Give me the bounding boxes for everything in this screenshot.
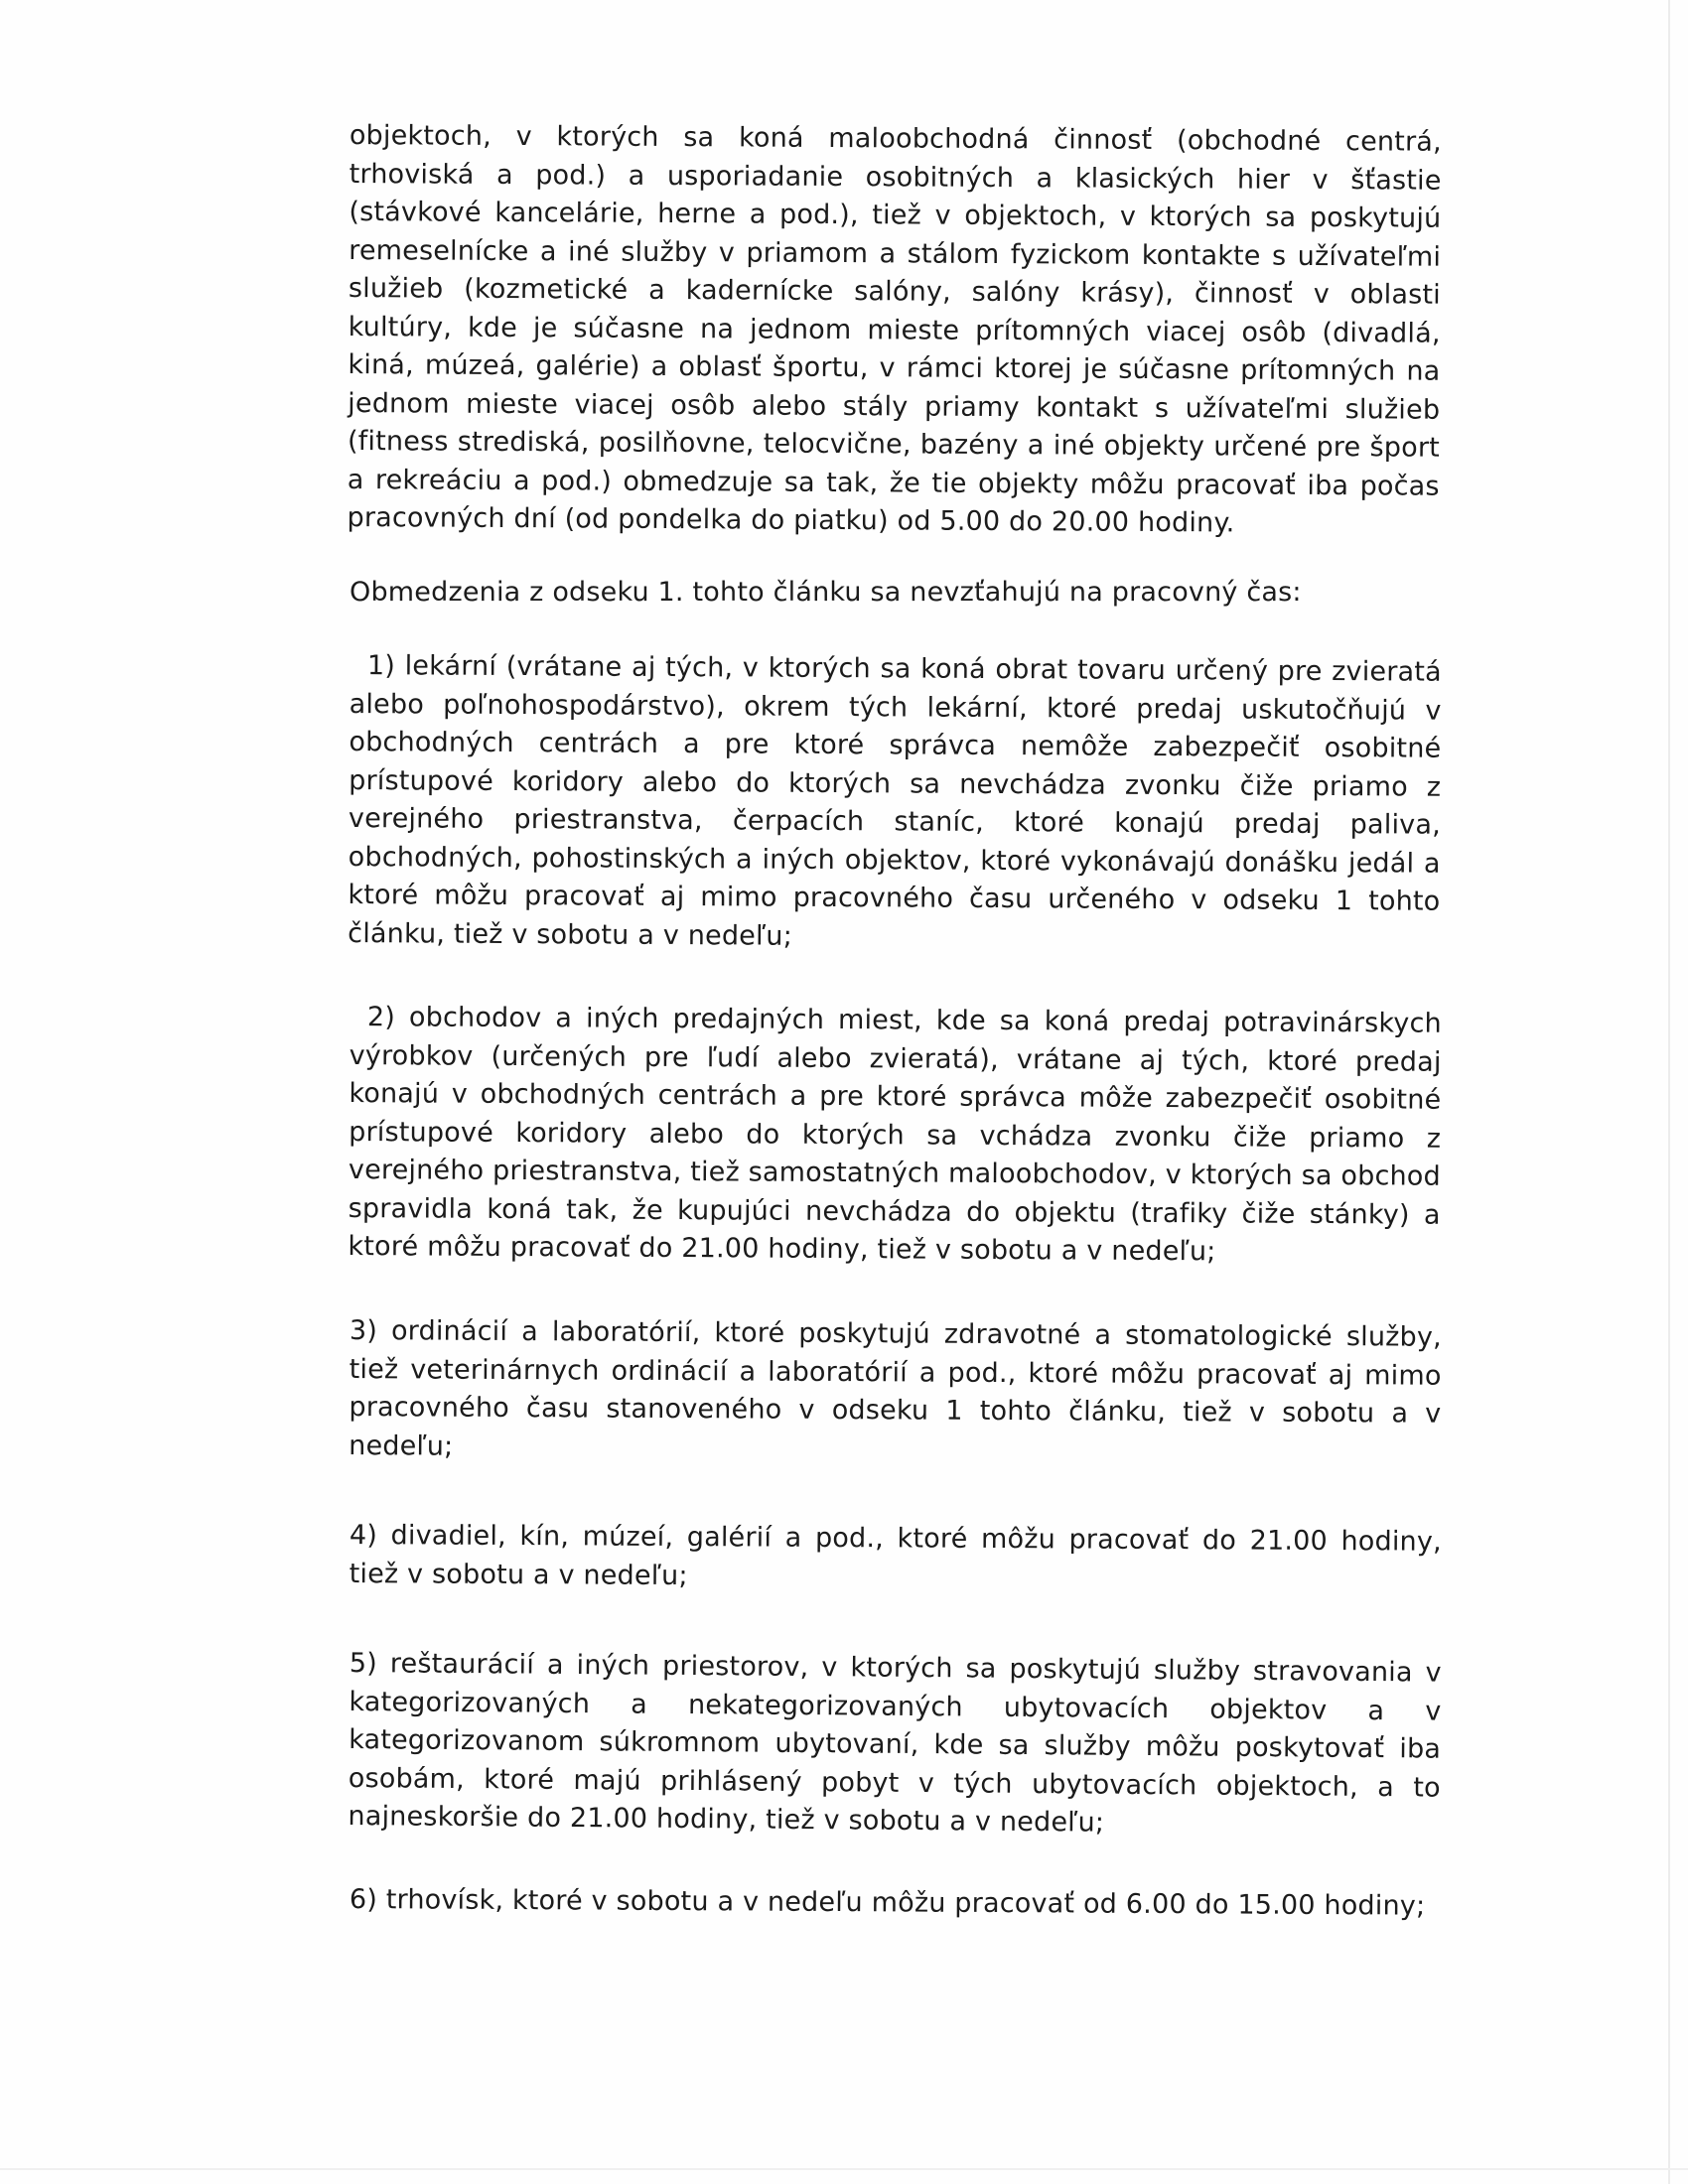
document-body: [347, 117, 1442, 1922]
list-item-3: 3) ordinácií a laboratórií, ktoré poskytujú zdravotné a stomatologické služby, tiež veterinárnych ordinácií a laboratórií a pod., ktoré môžu pracovať aj mimo pracovného času stanoveného v odseku 1 tohto článku, tiež v sobotu a v nedeľu;: [349, 1314, 1442, 1461]
list-item-2: 2) obchodov a iných predajných miest, kde sa koná predaj potravinárskych výrobkov (určených pre ľudí alebo zvieratá), vrátane aj tých, ktoré predaj konajú v obchodných centrách a pre ktoré správca môže zabezpečiť osobitné prístupové koridory alebo do ktorých sa vchádza zvonku čiže priamo z verejného priestranstva, tiež samostatných maloobchodov, v ktorých sa obchod spravidla koná tak, že kupujúci nevchádza do objektu (trafiky čiže stánky) a ktoré môžu pracovať do 21.00 hodiny, tiež v sobotu a v nedeľu;: [348, 1002, 1442, 1268]
list-item-5: 5) reštaurácií a iných priestorov, v ktorých sa poskytujú služby stravovania v kategorizovaných a nekategorizovaných ubytovacích objektov a v kategorizovanom súkromnom ubytovaní, kde sa služby môžu poskytovať iba osobám, ktoré majú prihlásený pobyt v tých ubytovacích objektoch, a to najneskoršie do 21.00 hodiny, tiež v sobotu a v nedeľu;: [348, 1647, 1442, 1839]
intro-paragraph: objektoch, v ktorých sa koná maloobchodná činnosť (obchodné centrá, trhoviská a pod.) a usporiadanie osobitných a klasických hier v šťastie (stávkové kancelárie, herne a pod.), tiež v objektoch, v ktorých sa poskytujú remeselnícke a iné služby v priamom a stálom fyzickom kontakte s užívateľmi služieb (kozmetické a kadernícke salóny, salóny krásy), činnosť v oblasti kultúry, kde je súčasne na jednom mieste prítomných viacej osôb (divadlá, kiná, múzeá, galérie) a oblasť športu, v rámci ktorej je súčasne prítomných na jednom mieste viacej osôb alebo stály priamy kontakt s užívateľmi služieb (fitness strediská, posilňovne, telocvične, bazény a iné objekty určené pre šport a rekreáciu a pod.) obmedzuje sa tak, že tie objekty môžu pracovať iba počas pracovných dní (od pondelka do piatku) od 5.00 do 20.00 hodiny.: [347, 119, 1442, 539]
list-item-4: 4) divadiel, kín, múzeí, galérií a pod., ktoré môžu pracovať do 21.00 hodiny, tiež v sobotu a v nedeľu;: [349, 1519, 1442, 1591]
list-item-1: 1) lekární (vrátane aj tých, v ktorých sa koná obrat tovaru určený pre zvieratá alebo poľnohospodárstvo), okrem tých lekární, ktoré predaj uskutočňujú v obchodných centrách a pre ktoré správca nemôže zabezpečiť osobitné prístupové koridory alebo do ktorých sa nevchádza zvonku čiže priamo z verejného priestranstva, čerpacích staníc, ktoré konajú predaj paliva, obchodných, pohostinských a iných objektov, ktoré vykonávajú donášku jedál a ktoré môžu pracovať aj mimo pracovného času určeného v odseku 1 tohto článku, tiež v sobotu a v nedeľu;: [348, 650, 1442, 952]
exceptions-heading: Obmedzenia z odseku 1. tohto článku sa nevzťahujú na pracovný čas:: [350, 576, 1302, 608]
scan-bottom-edge: [0, 2168, 1688, 2170]
scan-right-edge: [1668, 0, 1670, 2184]
list-item-6: 6) trhovísk, ktoré v sobotu a v nedeľu môžu pracovať od 6.00 do 15.00 hodiny;: [349, 1884, 1426, 1922]
